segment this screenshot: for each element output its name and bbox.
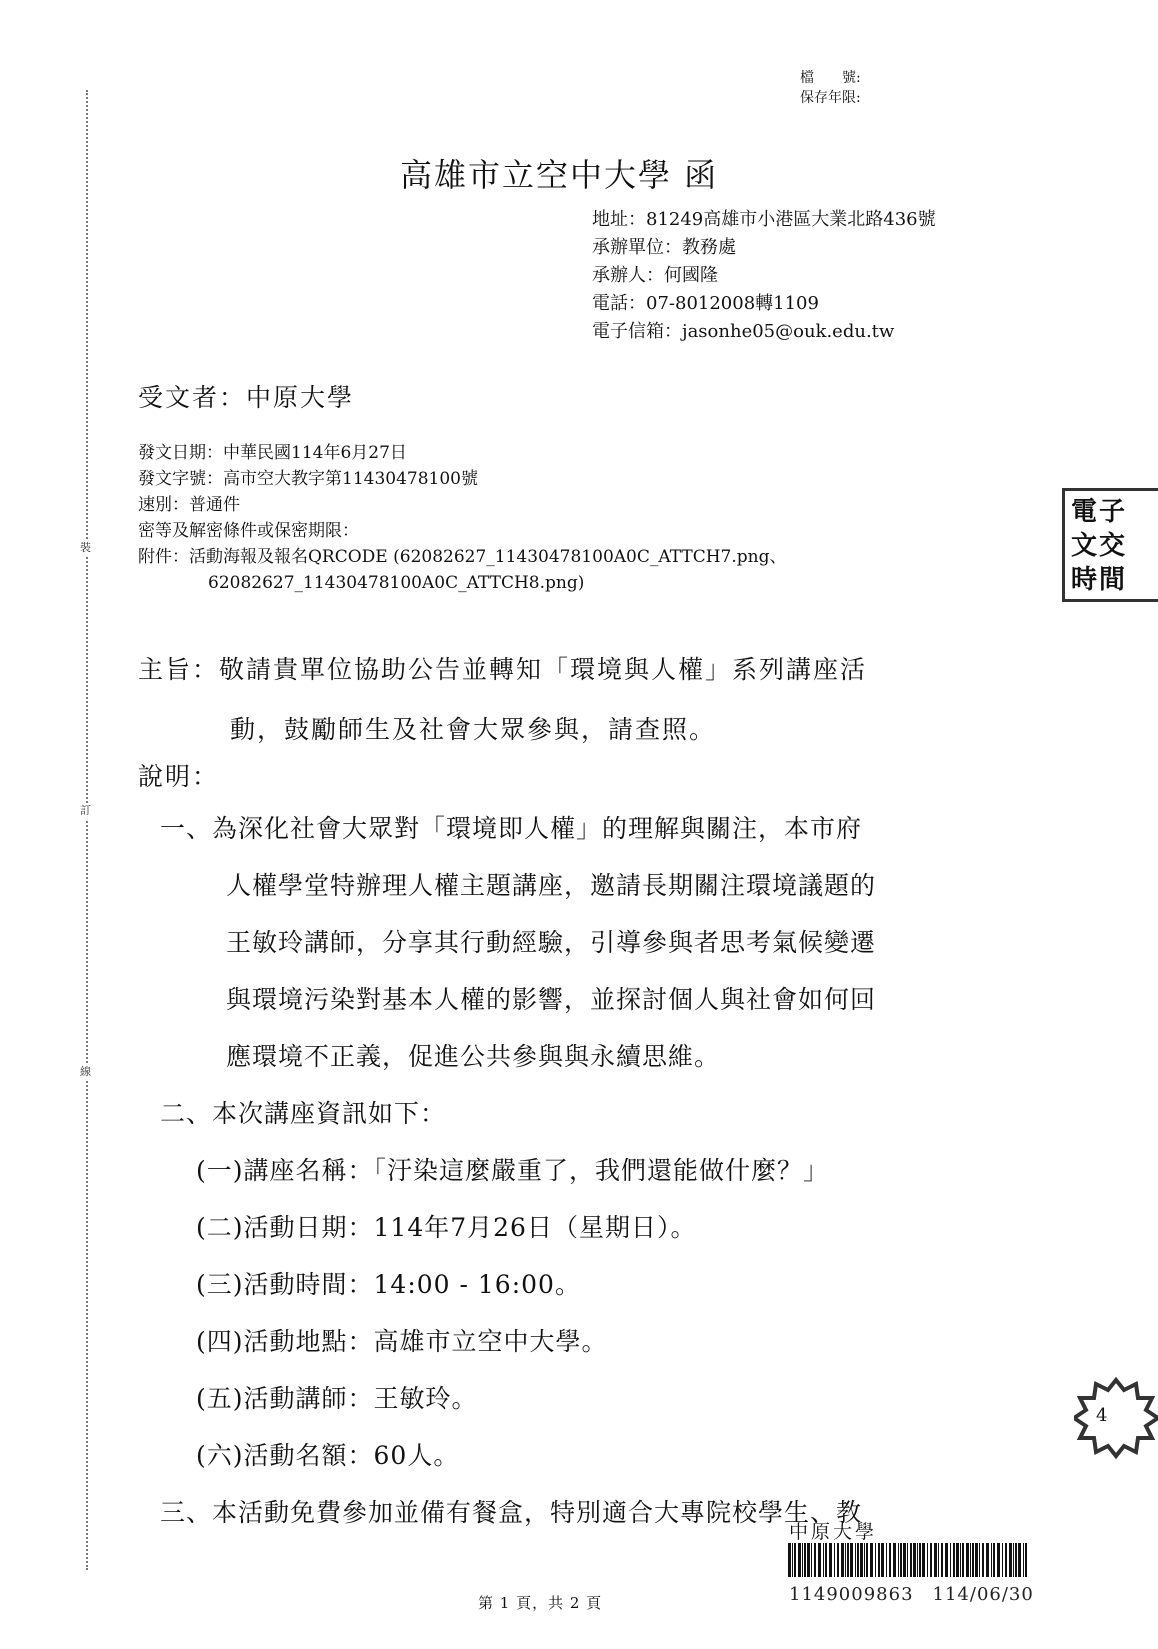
barcode-bar: [855, 1543, 856, 1577]
attachment-line-1: 附件：活動海報及報名QRCODE (62082627_11430478100A0C_ATTCH7.png、: [138, 547, 787, 567]
document-meta: [138, 440, 786, 596]
barcode-bar: [811, 1543, 812, 1577]
barcode-bar: [1005, 1543, 1007, 1577]
subject: [138, 640, 867, 760]
barcode-bar: [889, 1543, 891, 1577]
archive-file-no: 檔 號:: [800, 70, 861, 86]
stamp-line-2: 文交: [1071, 531, 1128, 561]
barcode-bar: [1013, 1543, 1014, 1577]
barcode-bar: [927, 1543, 928, 1577]
barcode-bar: [910, 1543, 912, 1577]
recipient: 受文者：中原大學: [138, 383, 355, 412]
barcode-bar: [860, 1543, 863, 1577]
barcode-bar: [878, 1543, 880, 1577]
barcode-bar: [893, 1543, 896, 1577]
barcode-bar: [913, 1543, 916, 1577]
barcode-bar: [917, 1543, 918, 1577]
binding-margin-line: [86, 90, 88, 1570]
barcode-bar: [898, 1543, 899, 1577]
archive-retention: 保存年限:: [800, 90, 861, 106]
subject-line-1: 主旨：敬請貴單位協助公告並轉知「環境與人權」系列講座活: [138, 655, 868, 684]
barcode-bar: [993, 1543, 995, 1577]
barcode-bar: [960, 1543, 961, 1577]
barcode-bar: [991, 1543, 992, 1577]
barcode-bar: [847, 1543, 849, 1577]
margin-mark-bind: 裝: [80, 541, 91, 554]
barcode-bar: [945, 1543, 948, 1577]
barcode-bar: [1002, 1543, 1003, 1577]
barcode-bar: [919, 1543, 921, 1577]
secrecy-level: 密等及解密條件或保密期限：: [138, 521, 359, 541]
barcode-bar: [886, 1543, 887, 1577]
barcode-bar: [979, 1543, 980, 1577]
barcode-bar: [903, 1543, 906, 1577]
barcode-bar: [804, 1543, 806, 1577]
barcode-bar: [825, 1543, 827, 1577]
item1-line-1: 一、為深化社會大眾對「環境即人權」的理解與關注，本市府: [160, 814, 863, 843]
barcode-bar: [841, 1543, 844, 1577]
stamp-line-1: 電子: [1071, 497, 1128, 527]
phone: 電話：07-8012008轉1109: [592, 293, 819, 314]
barcode-bar: [997, 1543, 1000, 1577]
document-title: 高雄市立空中大學 函: [400, 156, 719, 194]
barcode-bar: [972, 1543, 974, 1577]
barcode-bar: [1023, 1543, 1024, 1577]
sub-item-date: (二)活動日期：114年7月26日（星期日）。: [196, 1213, 697, 1242]
explanation-label: 說明：: [138, 762, 220, 791]
barcode-bar: [934, 1543, 937, 1577]
barcode-bar: [875, 1543, 876, 1577]
attachment-line-2: 62082627_11430478100A0C_ATTCH8.png): [208, 573, 585, 593]
barcode-bar: [794, 1543, 796, 1577]
barcode-bar: [922, 1543, 925, 1577]
barcode-bar: [845, 1543, 846, 1577]
item1-line-2: 人權學堂特辦理人權主題講座，邀請長期關注環境議題的: [226, 871, 877, 900]
barcode-bar: [823, 1543, 824, 1577]
gear-seal-icon: [1074, 1376, 1158, 1460]
barcode-bar: [950, 1543, 951, 1577]
gear-seal-number: 4: [1096, 1405, 1108, 1426]
explanation-body: [160, 800, 876, 1541]
document-number: 發文字號：高市空大教字第11430478100號: [138, 469, 478, 489]
archive-info: [800, 68, 861, 108]
barcode-bar: [864, 1543, 865, 1577]
department: 承辦單位：教務處: [592, 237, 736, 258]
item1-line-5: 應環境不正義，促進公共參與與永續思維。: [226, 1042, 721, 1071]
barcode-bar: [966, 1543, 969, 1577]
sub-item-lecture-name: (一)講座名稱：「汙染這麼嚴重了，我們還能做什麼？」: [196, 1156, 830, 1185]
item3: 三、本活動免費參加並備有餐盒，特別適合大專院校學生、教: [160, 1498, 863, 1527]
sub-item-location: (四)活動地點：高雄市立空中大學。: [196, 1327, 608, 1356]
stamp-line-3: 時間: [1071, 565, 1128, 595]
barcode-number: 1149009863 114/06/30: [789, 1584, 1034, 1605]
barcode-bar: [798, 1543, 801, 1577]
barcode-bar: [970, 1543, 971, 1577]
electronic-exchange-stamp: [1062, 488, 1158, 602]
barcode-bar: [1015, 1543, 1017, 1577]
officer: 承辦人：何國隆: [592, 265, 718, 286]
item1-line-4: 與環境污染對基本人權的影響，並探討個人與社會如何回: [226, 985, 877, 1014]
barcode-bar: [834, 1543, 835, 1577]
margin-mark-staple: 訂: [80, 804, 91, 817]
barcode-bar: [881, 1543, 884, 1577]
delivery-speed: 速別：普通件: [138, 495, 240, 515]
barcode-bar: [938, 1543, 939, 1577]
barcode-bar: [792, 1543, 793, 1577]
subject-line-2: 動，鼓勵師生及社會大眾參與，請查照。: [230, 715, 717, 744]
barcode-bar: [866, 1543, 868, 1577]
barcode-bar: [1025, 1543, 1027, 1577]
email: 電子信箱：jasonhe05@ouk.edu.tw: [592, 321, 895, 342]
barcode-bar: [788, 1543, 791, 1577]
address: 地址：81249高雄市小港區大業北路436號: [592, 209, 936, 230]
barcode-bar: [907, 1543, 908, 1577]
barcode-bar: [986, 1543, 989, 1577]
barcode-label: 中原大學: [789, 1521, 878, 1543]
margin-mark-line: 線: [80, 1065, 91, 1078]
barcode-bar: [850, 1543, 853, 1577]
barcode-bar: [1009, 1543, 1012, 1577]
barcode-bar: [975, 1543, 978, 1577]
barcode-bar: [956, 1543, 959, 1577]
barcode-bar: [870, 1543, 873, 1577]
sub-item-lecturer: (五)活動講師：王敏玲。: [196, 1384, 478, 1413]
sub-item-time: (三)活動時間：14:00 - 16:00。: [196, 1270, 581, 1299]
page-footer: 第 1 頁，共 2 頁: [478, 1594, 603, 1612]
barcode-bar: [900, 1543, 902, 1577]
issue-date: 發文日期：中華民國114年6月27日: [138, 443, 407, 463]
barcode-icon: [788, 1543, 1030, 1577]
barcode-bar: [829, 1543, 832, 1577]
item2: 二、本次講座資訊如下：: [160, 1099, 447, 1128]
barcode-bar: [818, 1543, 821, 1577]
barcode-bar: [802, 1543, 803, 1577]
item1-line-3: 王敏玲講師，分享其行動經驗，引導參與者思考氣候變遷: [226, 928, 877, 957]
barcode-bar: [814, 1543, 816, 1577]
barcode-bar: [807, 1543, 810, 1577]
barcode-bar: [837, 1543, 839, 1577]
barcode-bar: [962, 1543, 964, 1577]
barcode-bar: [953, 1543, 955, 1577]
sender-contact-block: [592, 206, 936, 346]
barcode-bar: [1018, 1543, 1021, 1577]
barcode-bar: [941, 1543, 943, 1577]
barcode-bar: [857, 1543, 859, 1577]
barcode-bar: [982, 1543, 984, 1577]
sub-item-capacity: (六)活動名額：60人。: [196, 1441, 460, 1470]
barcode-bar: [930, 1543, 932, 1577]
